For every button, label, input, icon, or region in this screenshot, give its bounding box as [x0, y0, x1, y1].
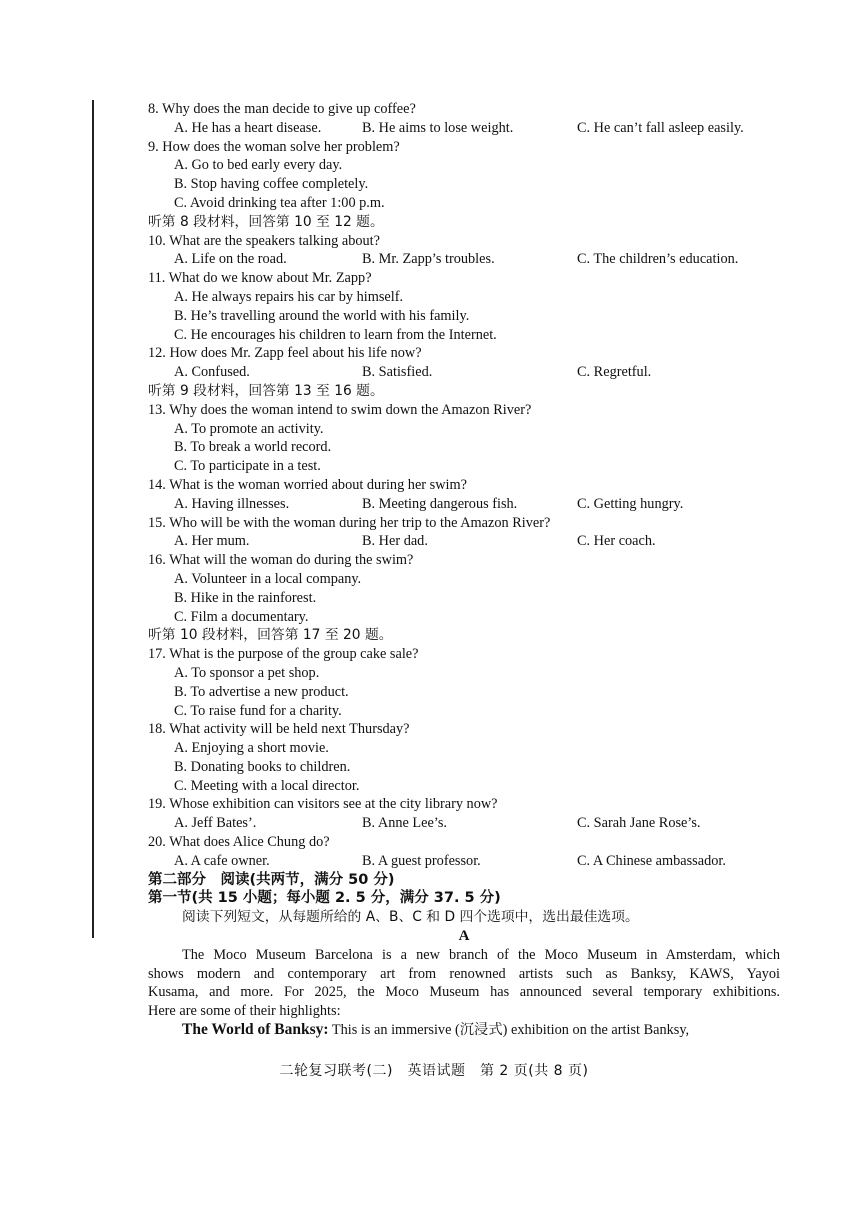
- question-12-option-a: A. Confused.: [174, 364, 250, 381]
- question-10-stem: 10. What are the speakers talking about?: [148, 232, 380, 249]
- paragraph-line: Here are some of their highlights:: [148, 1003, 341, 1020]
- segment-10-heading: 听第 10 段材料，回答第 17 至 20 题。: [148, 627, 393, 644]
- part-2-heading: 第二部分 阅读(共两节，满分 50 分): [148, 871, 395, 888]
- paragraph-line: Kusama, and more. For 2025, the Moco Museum has announced several temporary exhibitions.: [148, 984, 780, 1001]
- question-17-option-c: C. To raise fund for a charity.: [174, 702, 342, 719]
- question-17-option-b: B. To advertise a new product.: [174, 683, 349, 700]
- section-1-heading: 第一节(共 15 小题；每小题 2. 5 分，满分 37. 5 分): [148, 890, 501, 907]
- question-15-options: [148, 532, 780, 551]
- segment-8-heading: 听第 8 段材料，回答第 10 至 12 题。: [148, 213, 384, 230]
- question-17-stem: 17. What is the purpose of the group cake sale?: [148, 646, 419, 663]
- question-9-stem: 9. How does the woman solve her problem?: [148, 138, 400, 155]
- binding-margin-line: [92, 100, 94, 938]
- question-13-stem: 13. Why does the woman intend to swim down the Amazon River?: [148, 401, 532, 418]
- question-16-option-c: C. Film a documentary.: [174, 608, 309, 625]
- exam-page-content: [148, 100, 780, 1040]
- question-19-stem: 19. Whose exhibition can visitors see at the city library now?: [148, 796, 498, 813]
- question-15-option-b: B. Her dad.: [362, 533, 428, 550]
- question-9-option-a: A. Go to bed early every day.: [174, 157, 343, 174]
- question-18-option-a: A. Enjoying a short movie.: [174, 740, 329, 757]
- passage-a-title: A: [458, 928, 470, 945]
- question-13-option-c: C. To participate in a test.: [174, 458, 321, 475]
- exhibition-label-banksy: The World of Banksy:: [182, 1021, 329, 1039]
- question-19-option-c: C. Sarah Jane Rose’s.: [577, 815, 701, 832]
- question-16-option-b: B. Hike in the rainforest.: [174, 589, 317, 606]
- question-19-options: [148, 814, 780, 833]
- question-20-option-c: C. A Chinese ambassador.: [577, 852, 726, 869]
- exhibition-description-banksy: This is an immersive (沉浸式) exhibition on the artist Banksy,: [328, 1022, 690, 1039]
- question-14-option-c: C. Getting hungry.: [577, 495, 684, 512]
- question-14-option-a: A. Having illnesses.: [174, 495, 290, 512]
- question-10-option-c: C. The children’s education.: [577, 251, 739, 268]
- passage-a-paragraph-1: [148, 946, 780, 1021]
- question-15-stem: 15. Who will be with the woman during her trip to the Amazon River?: [148, 514, 551, 531]
- question-11-option-a: A. He always repairs his car by himself.: [174, 288, 404, 305]
- question-8-option-c: C. He can’t fall asleep easily.: [577, 119, 744, 136]
- question-12-stem: 12. How does Mr. Zapp feel about his life now?: [148, 345, 422, 362]
- question-20-stem: 20. What does Alice Chung do?: [148, 834, 330, 851]
- question-8-option-b: B. He aims to lose weight.: [362, 119, 514, 136]
- question-9-option-b: B. Stop having coffee completely.: [174, 176, 369, 193]
- question-14-option-b: B. Meeting dangerous fish.: [362, 495, 518, 512]
- question-13-option-b: B. To break a world record.: [174, 439, 332, 456]
- paragraph-line: The Moco Museum Barcelona is a new branch of the Moco Museum in Amsterdam, which: [182, 946, 780, 963]
- question-14-stem: 14. What is the woman worried about during her swim?: [148, 476, 467, 493]
- question-15-option-a: A. Her mum.: [174, 533, 250, 550]
- question-10-option-a: A. Life on the road.: [174, 251, 287, 268]
- question-20-options: [148, 852, 780, 871]
- question-13-option-a: A. To promote an activity.: [174, 420, 324, 437]
- question-12-options: [148, 363, 780, 382]
- question-20-option-a: A. A cafe owner.: [174, 852, 270, 869]
- question-14-options: [148, 495, 780, 514]
- question-12-option-c: C. Regretful.: [577, 364, 652, 381]
- question-18-stem: 18. What activity will be held next Thursday?: [148, 721, 410, 738]
- question-16-stem: 16. What will the woman do during the swim?: [148, 552, 414, 569]
- reading-instruction: 阅读下列短文，从每题所给的 A、B、C 和 D 四个选项中，选出最佳选项。: [182, 909, 639, 926]
- paragraph-line: shows modern and contemporary art from renowned artists such as Banksy, KAWS, Yayoi: [148, 965, 780, 982]
- question-10-option-b: B. Mr. Zapp’s troubles.: [362, 251, 495, 268]
- question-11-option-b: B. He’s travelling around the world with his family.: [174, 307, 470, 324]
- question-11-option-c: C. He encourages his children to learn from the Internet.: [174, 326, 497, 343]
- question-19-option-a: A. Jeff Bates’.: [174, 815, 257, 832]
- question-18-option-c: C. Meeting with a local director.: [174, 777, 360, 794]
- question-8-option-a: A. He has a heart disease.: [174, 119, 322, 136]
- question-11-stem: 11. What do we know about Mr. Zapp?: [148, 270, 372, 287]
- segment-9-heading: 听第 9 段材料，回答第 13 至 16 题。: [148, 382, 384, 399]
- question-9-option-c: C. Avoid drinking tea after 1:00 p.m.: [174, 194, 385, 211]
- question-20-option-b: B. A guest professor.: [362, 852, 481, 869]
- question-12-option-b: B. Satisfied.: [362, 364, 433, 381]
- question-18-option-b: B. Donating books to children.: [174, 758, 351, 775]
- question-19-option-b: B. Anne Lee’s.: [362, 815, 447, 832]
- question-15-option-c: C. Her coach.: [577, 533, 656, 550]
- passage-a-paragraph-2: [148, 1021, 780, 1040]
- question-17-option-a: A. To sponsor a pet shop.: [174, 664, 320, 681]
- question-16-option-a: A. Volunteer in a local company.: [174, 570, 362, 587]
- question-8-stem: 8. Why does the man decide to give up coffee?: [148, 101, 416, 117]
- question-8-options: [148, 119, 780, 138]
- question-10-options: [148, 250, 780, 269]
- page-footer: 二轮复习联考(二) 英语试题 第 2 页(共 8 页): [279, 1063, 589, 1079]
